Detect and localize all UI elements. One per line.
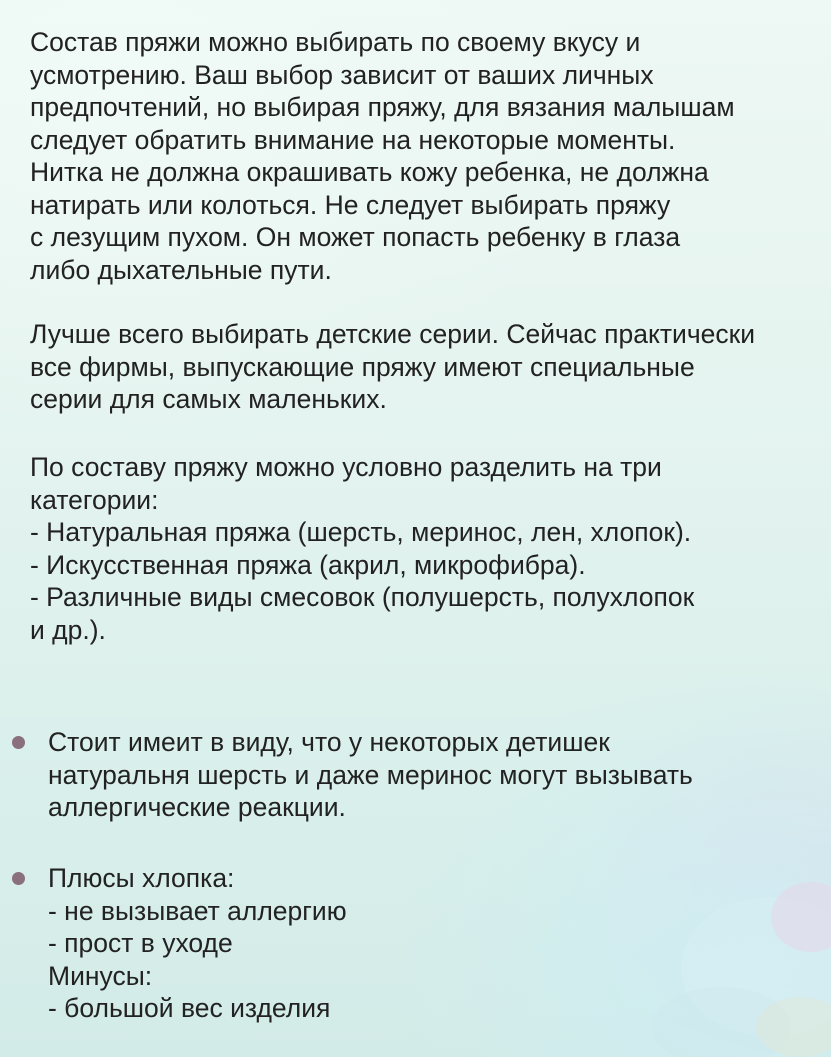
list-item: - большой вес изделия xyxy=(48,993,331,1023)
text-line: серии для самых маленьких. xyxy=(30,384,387,414)
list-item: - Натуральная пряжа (шерсть, меринос, лен, хлопок). xyxy=(30,517,692,547)
text-line: Нитка не должна окрашивать кожу ребенка, не должна xyxy=(30,157,709,187)
text-line: аллергические реакции. xyxy=(48,792,346,822)
text-line: Плюсы хлопка: xyxy=(48,863,235,893)
text-line: Минусы: xyxy=(48,960,153,991)
text-line: По составу пряжу можно условно разделить на три xyxy=(30,452,662,482)
paragraph-children-series xyxy=(30,318,825,416)
text-line: натирать или колоться. Не следует выбирать пряжу xyxy=(30,189,671,220)
text-line: либо дыхательные пути. xyxy=(30,254,332,285)
text-line: Лучше всего выбирать детские серии. Сейчас практически xyxy=(30,319,756,349)
bullet-allergy-note xyxy=(48,726,825,824)
bullet-dot-icon xyxy=(12,872,25,885)
bullet-dot-icon xyxy=(12,736,25,749)
text-line: следует обратить внимание на некоторые моменты. xyxy=(30,124,676,155)
paragraph-yarn-categories xyxy=(30,451,825,646)
bullet-cotton-pros-cons xyxy=(48,862,825,1025)
text-line: Стоит имеит в виду, что у некоторых детишек xyxy=(48,727,610,757)
list-item: - Различные виды смесовок (полушерсть, полухлопок xyxy=(30,582,695,612)
list-item: - прост в уходе xyxy=(48,928,233,958)
list-item: - не вызывает аллергию xyxy=(48,895,347,926)
text-line: предпочтений, но выбирая пряжу, для вязания малышам xyxy=(30,92,735,122)
text-line: категории: xyxy=(30,484,159,515)
paragraph-yarn-choice xyxy=(30,26,825,286)
text-line: Состав пряжи можно выбирать по своему вкусу и xyxy=(30,27,641,57)
list-item: и др.). xyxy=(30,614,106,645)
list-item: - Искусственная пряжа (акрил, микрофибра). xyxy=(30,549,586,580)
text-line: натуральня шерсть и даже меринос могут вызывать xyxy=(48,759,693,790)
text-line: все фирмы, выпускающие пряжу имеют специальные xyxy=(30,351,695,382)
text-line: с лезущим пухом. Он может попасть ребенку в глаза xyxy=(30,222,681,252)
text-line: усмотрению. Ваш выбор зависит от ваших личных xyxy=(30,59,654,90)
